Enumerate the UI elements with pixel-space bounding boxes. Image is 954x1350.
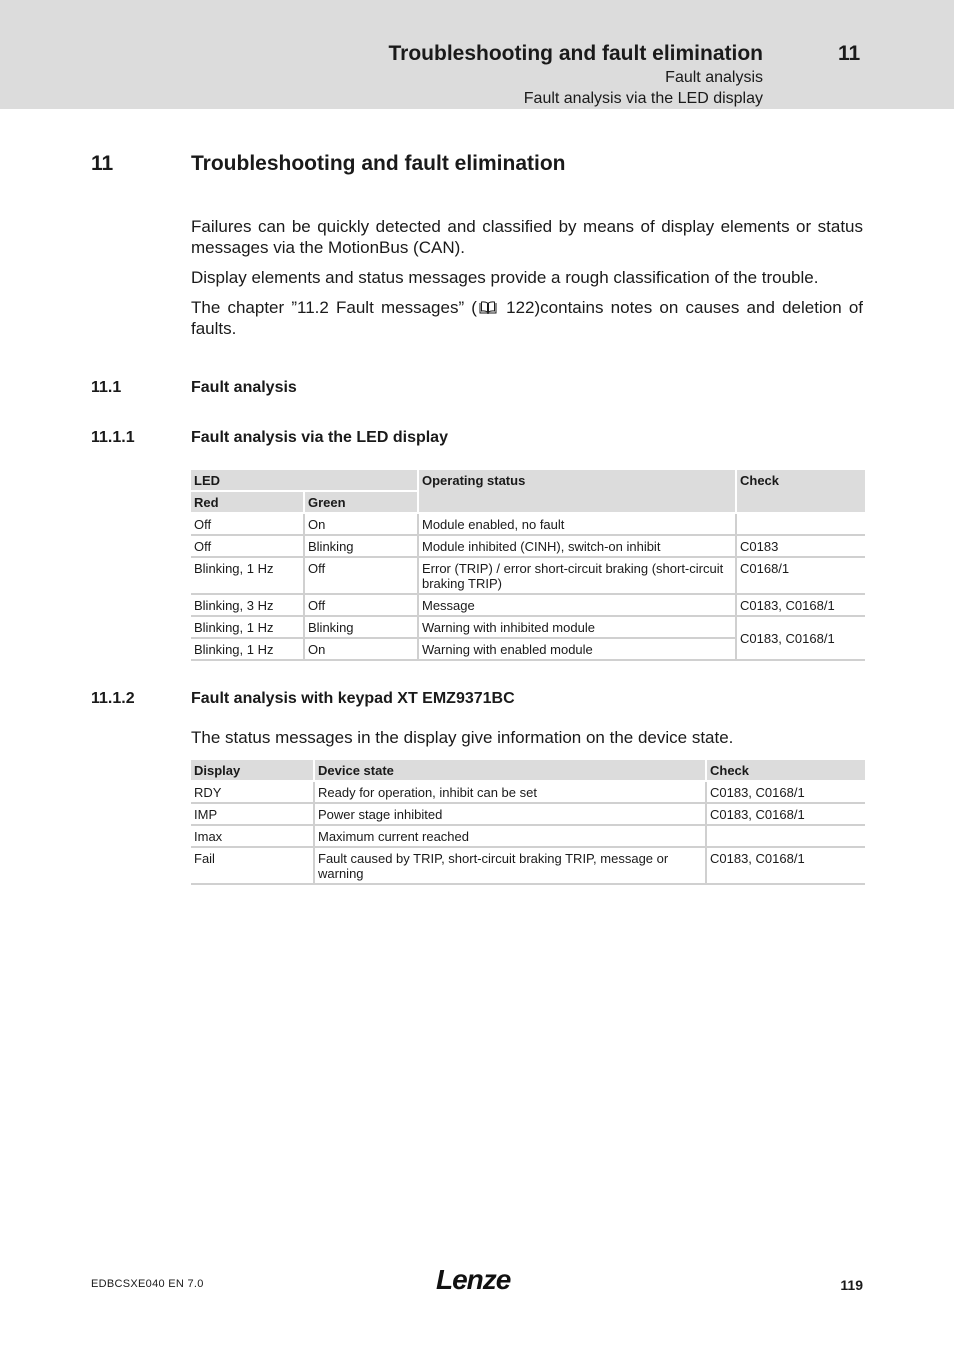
cell-green: On <box>304 513 418 535</box>
lenze-logo-text: Lenze <box>436 1264 511 1294</box>
cell-status: Error (TRIP) / error short-circuit braking (short-circuit braking TRIP) <box>418 557 736 594</box>
cell-display: RDY <box>191 781 314 803</box>
table-row <box>191 847 865 884</box>
cell-status: Warning with inhibited module <box>418 616 736 638</box>
subsubsection-keypad-number: 11.1.2 <box>91 690 135 707</box>
col-header-red: Red <box>191 491 304 513</box>
cell-status: Warning with enabled module <box>418 638 736 660</box>
book-reference-icon <box>479 301 497 314</box>
led-status-table <box>191 470 865 661</box>
table-row <box>191 535 865 557</box>
cell-device-state: Fault caused by TRIP, short-circuit braking TRIP, message or warning <box>314 847 706 884</box>
cell-red: Blinking, 1 Hz <box>191 616 304 638</box>
keypad-status-table <box>191 760 865 885</box>
table-header-row <box>191 470 865 491</box>
cell-green: Blinking <box>304 535 418 557</box>
intro-p3-after: 122)contains notes on causes and deletion of faults. <box>191 298 863 338</box>
cell-green: Off <box>304 594 418 616</box>
cell-status: Module inhibited (CINH), switch-on inhibit <box>418 535 736 557</box>
subsubsection-led-number: 11.1.1 <box>91 429 135 446</box>
cell-red: Blinking, 1 Hz <box>191 557 304 594</box>
cell-check: C0183, C0168/1 <box>706 781 865 803</box>
col-header-led: LED <box>191 470 418 491</box>
page-number: 119 <box>840 1277 863 1293</box>
lenze-logo <box>436 1264 516 1294</box>
footer-document-id: EDBCSXE040 EN 7.0 <box>91 1278 204 1290</box>
cell-check: C0183 <box>736 535 865 557</box>
subsection-title: Fault analysis <box>191 379 297 396</box>
table-row <box>191 616 865 638</box>
cell-green: Off <box>304 557 418 594</box>
section-number: 11 <box>91 152 114 175</box>
cell-red: Blinking, 3 Hz <box>191 594 304 616</box>
cell-red: Blinking, 1 Hz <box>191 638 304 660</box>
cell-check-merged: C0183, C0168/1 <box>736 616 865 660</box>
cell-red: Off <box>191 513 304 535</box>
section-title: Troubleshooting and fault elimination <box>191 152 566 175</box>
header-chapter-number: 11 <box>838 42 861 65</box>
intro-paragraph-1: Failures can be quickly detected and classified by means of display elements or status messages via the MotionBus (CAN). <box>191 217 863 257</box>
cell-check: C0183, C0168/1 <box>706 803 865 825</box>
cell-status: Module enabled, no fault <box>418 513 736 535</box>
intro-paragraph-3 <box>191 297 863 339</box>
table-header-row <box>191 760 865 781</box>
col-header-check: Check <box>706 760 865 781</box>
table-row <box>191 594 865 616</box>
intro-paragraph-2: Display elements and status messages provide a rough classification of the trouble. <box>191 268 819 287</box>
header-subtitle-1: Fault analysis <box>665 69 763 86</box>
cell-red: Off <box>191 535 304 557</box>
col-header-green: Green <box>304 491 418 513</box>
cell-device-state: Power stage inhibited <box>314 803 706 825</box>
col-header-device-state: Device state <box>314 760 706 781</box>
col-header-check: Check <box>736 470 865 513</box>
cell-check: C0183, C0168/1 <box>736 594 865 616</box>
subsection-number: 11.1 <box>91 379 122 396</box>
table-row <box>191 781 865 803</box>
table-row <box>191 513 865 535</box>
header-title: Troubleshooting and fault elimination <box>388 42 763 65</box>
cell-green: Blinking <box>304 616 418 638</box>
cell-display: Imax <box>191 825 314 847</box>
cell-display: IMP <box>191 803 314 825</box>
cell-check: C0183, C0168/1 <box>706 847 865 884</box>
table-row <box>191 825 865 847</box>
cell-display: Fail <box>191 847 314 884</box>
header-subtitle-2: Fault analysis via the LED display <box>523 90 763 107</box>
cell-device-state: Ready for operation, inhibit can be set <box>314 781 706 803</box>
cell-check <box>706 825 865 847</box>
subsubsection-keypad-title: Fault analysis with keypad XT EMZ9371BC <box>191 690 515 707</box>
table-row <box>191 557 865 594</box>
col-header-operating-status: Operating status <box>418 470 736 513</box>
intro-p3-before: The chapter ”11.2 Fault messages” ( <box>191 298 477 317</box>
cell-check <box>736 513 865 535</box>
cell-status: Message <box>418 594 736 616</box>
col-header-display: Display <box>191 760 314 781</box>
cell-device-state: Maximum current reached <box>314 825 706 847</box>
cell-green: On <box>304 638 418 660</box>
cell-check: C0168/1 <box>736 557 865 594</box>
subsubsection-led-title: Fault analysis via the LED display <box>191 429 448 446</box>
table-row <box>191 803 865 825</box>
keypad-intro-paragraph: The status messages in the display give information on the device state. <box>191 728 734 747</box>
